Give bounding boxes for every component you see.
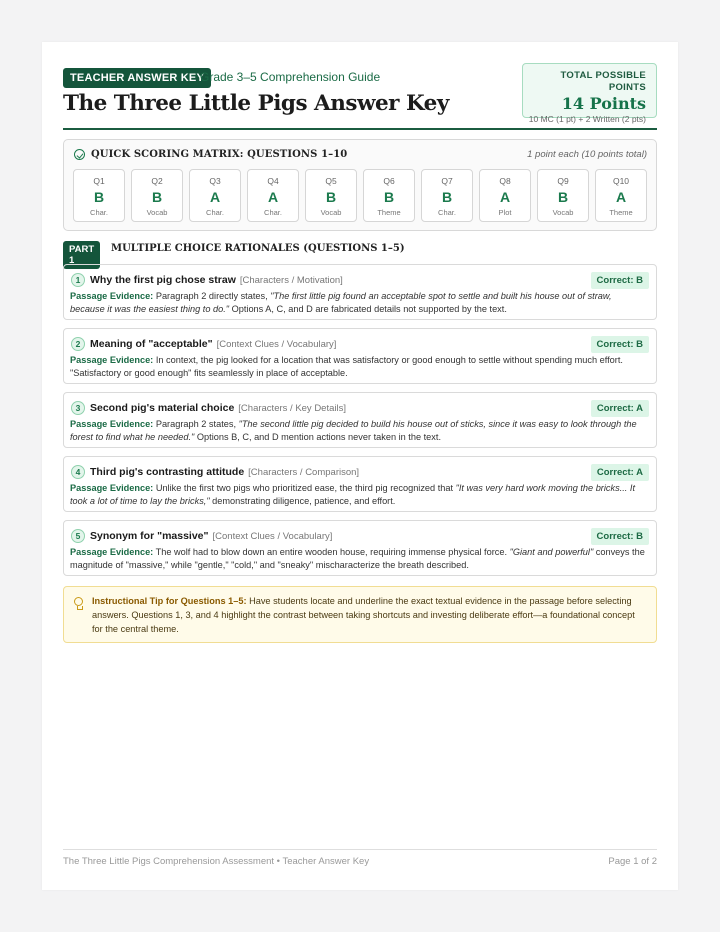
question-card [63, 456, 657, 512]
footer-divider [63, 849, 657, 850]
question-category: [Characters / Comparison] [248, 467, 360, 478]
correct-answer: B [151, 189, 163, 205]
answer-cell [421, 169, 473, 222]
question-heading [90, 401, 346, 416]
header-divider [63, 128, 657, 130]
correct-answer: A [209, 189, 221, 205]
question-number: Q7 [441, 176, 453, 186]
question-category: Char. [264, 208, 282, 217]
question-card [63, 264, 657, 320]
tip-label: Instructional Tip for Questions 1–5: [92, 596, 247, 606]
matrix-points-note: 1 point each (10 points total) [527, 149, 647, 160]
evidence-text: Paragraph 2 directly states, [155, 291, 271, 301]
question-number-badge: 4 [71, 465, 85, 479]
correct-answer: B [557, 189, 569, 205]
question-category: [Context Clues / Vocabulary] [212, 531, 333, 542]
quick-scoring-matrix [63, 139, 657, 231]
passage-evidence [70, 418, 648, 443]
question-number-badge: 1 [71, 273, 85, 287]
question-number: Q9 [557, 176, 569, 186]
passage-evidence-label: Passage Evidence: [70, 483, 154, 493]
question-number: Q4 [267, 176, 279, 186]
teacher-answer-key-badge: TEACHER ANSWER KEY [63, 68, 211, 88]
answer-cells [73, 169, 647, 222]
question-number: Q1 [93, 176, 105, 186]
answer-cell [131, 169, 183, 222]
lightbulb-icon [74, 597, 83, 606]
question-title: Synonym for "massive" [90, 530, 209, 542]
part-1-title: MULTIPLE CHOICE RATIONALES (QUESTIONS 1–5) [111, 243, 405, 254]
passage-evidence [70, 290, 648, 315]
total-points-label: TOTAL POSSIBLE POINTS [560, 70, 646, 93]
page-number: Page 1 of 2 [608, 856, 657, 867]
passage-evidence-label: Passage Evidence: [70, 419, 154, 429]
question-category: Vocab [552, 208, 574, 217]
question-number: Q3 [209, 176, 221, 186]
answer-key-page [42, 42, 678, 890]
question-category: [Characters / Key Details] [238, 403, 347, 414]
answer-cell [247, 169, 299, 222]
correct-answer: B [325, 189, 337, 205]
evidence-text: In context, the pig looked for a location that was satisfactory or good enough to settle without spending much effort. "Satisfactory or good enough" fits seamlessly in place of acceptable. [70, 355, 623, 378]
question-heading [90, 465, 359, 480]
evidence-quote: "Giant and powerful" [509, 547, 594, 557]
question-category: Theme [377, 208, 401, 217]
correct-answer: B [93, 189, 105, 205]
evidence-text: Paragraph 2 states, [155, 419, 239, 429]
question-card [63, 392, 657, 448]
page-title: The Three Little Pigs Answer Key [63, 91, 449, 116]
answer-cell [479, 169, 531, 222]
evidence-quote: "The second little pig decided to build his house out of sticks, since it was easy to look through the forest to find what he needed." [70, 419, 637, 442]
answer-cell [595, 169, 647, 222]
evidence-explanation: Options A, C, and D are fabricated details not supported by the text. [229, 303, 507, 314]
correct-answer-badge: Correct: A [591, 400, 649, 417]
correct-answer: A [267, 189, 279, 205]
passage-evidence [70, 546, 648, 571]
question-category: [Characters / Motivation] [239, 275, 343, 286]
question-number: Q5 [325, 176, 337, 186]
answer-cell [73, 169, 125, 222]
instructional-tip [63, 586, 657, 643]
passage-evidence-label: Passage Evidence: [70, 291, 154, 301]
total-points-value: 14 Points [561, 94, 646, 113]
tip-text [92, 594, 642, 636]
question-number: Q2 [151, 176, 163, 186]
question-number: Q10 [612, 176, 630, 186]
question-heading [90, 273, 343, 288]
question-title: Third pig's contrasting attitude [90, 466, 245, 478]
correct-answer: B [383, 189, 395, 205]
question-number-badge: 2 [71, 337, 85, 351]
question-category: Theme [609, 208, 633, 217]
question-category: Vocab [146, 208, 168, 217]
correct-answer-badge: Correct: B [591, 272, 649, 289]
tip-body: Have students locate and underline the exact textual evidence in the passage before selecting answers. Questions 1, 3, and 4 highlight the contrast between taking shortcuts and investing deliberate effort—a foundational concept for the central theme. [92, 596, 635, 634]
evidence-quote: "It was very hard work moving the bricks... It took a lot of time to lay the bricks," [70, 483, 636, 506]
passage-evidence [70, 482, 648, 507]
matrix-title: QUICK SCORING MATRIX: QUESTIONS 1–10 [91, 149, 348, 160]
question-category: Vocab [320, 208, 342, 217]
total-points-box [522, 63, 657, 124]
correct-answer-badge: Correct: B [591, 336, 649, 353]
passage-evidence-label: Passage Evidence: [70, 547, 154, 557]
question-title: Why the first pig chose straw [90, 274, 236, 286]
question-category: Char. [90, 208, 108, 217]
question-title: Second pig's material choice [90, 402, 235, 414]
question-category: Plot [498, 208, 512, 217]
footer-title: The Three Little Pigs Comprehension Assessment • Teacher Answer Key [63, 856, 370, 867]
total-points-breakdown: 10 MC (1 pt) + 2 Written (2 pts) [528, 114, 646, 124]
question-number-badge: 3 [71, 401, 85, 415]
question-category: [Context Clues / Vocabulary] [216, 339, 337, 350]
question-card [63, 328, 657, 384]
passage-evidence-label: Passage Evidence: [70, 355, 154, 365]
question-category: Char. [438, 208, 456, 217]
evidence-explanation: conveys the magnitude of "massive," while "gentle," "cold," and "sneaky" mischaracterize the breath described. [70, 547, 645, 570]
question-card [63, 520, 657, 576]
part-1-badge: PART 1 [63, 241, 100, 269]
answer-cell [189, 169, 241, 222]
evidence-quote: "The first little pig found an acceptable spot to settle and built his house out of straw, because it was the easiest thing to do." [70, 291, 612, 314]
header [63, 63, 657, 129]
correct-answer-badge: Correct: A [591, 464, 649, 481]
evidence-explanation: demonstrating diligence, patience, and effort. [209, 495, 396, 506]
question-title: Meaning of "acceptable" [90, 338, 213, 350]
answer-cell [363, 169, 415, 222]
evidence-text: Unlike the first two pigs who prioritized ease, the third pig recognized that [155, 483, 456, 493]
question-number-badge: 5 [71, 529, 85, 543]
evidence-text: The wolf had to blow down an entire wooden house, requiring immense physical force. [155, 547, 510, 557]
correct-answer: B [441, 189, 453, 205]
grade-subtitle: Grade 3–5 Comprehension Guide [200, 70, 381, 84]
question-number: Q6 [383, 176, 395, 186]
check-circle-icon [74, 149, 85, 160]
question-category: Char. [206, 208, 224, 217]
answer-cell [537, 169, 589, 222]
correct-answer: A [615, 189, 627, 205]
page-content [63, 42, 657, 890]
correct-answer-badge: Correct: B [591, 528, 649, 545]
correct-answer: A [499, 189, 511, 205]
question-heading [90, 337, 336, 352]
evidence-explanation: Options B, C, and D mention actions never taken in the text. [194, 431, 441, 442]
question-heading [90, 529, 332, 544]
question-number: Q8 [499, 176, 511, 186]
passage-evidence [70, 354, 648, 379]
answer-cell [305, 169, 357, 222]
